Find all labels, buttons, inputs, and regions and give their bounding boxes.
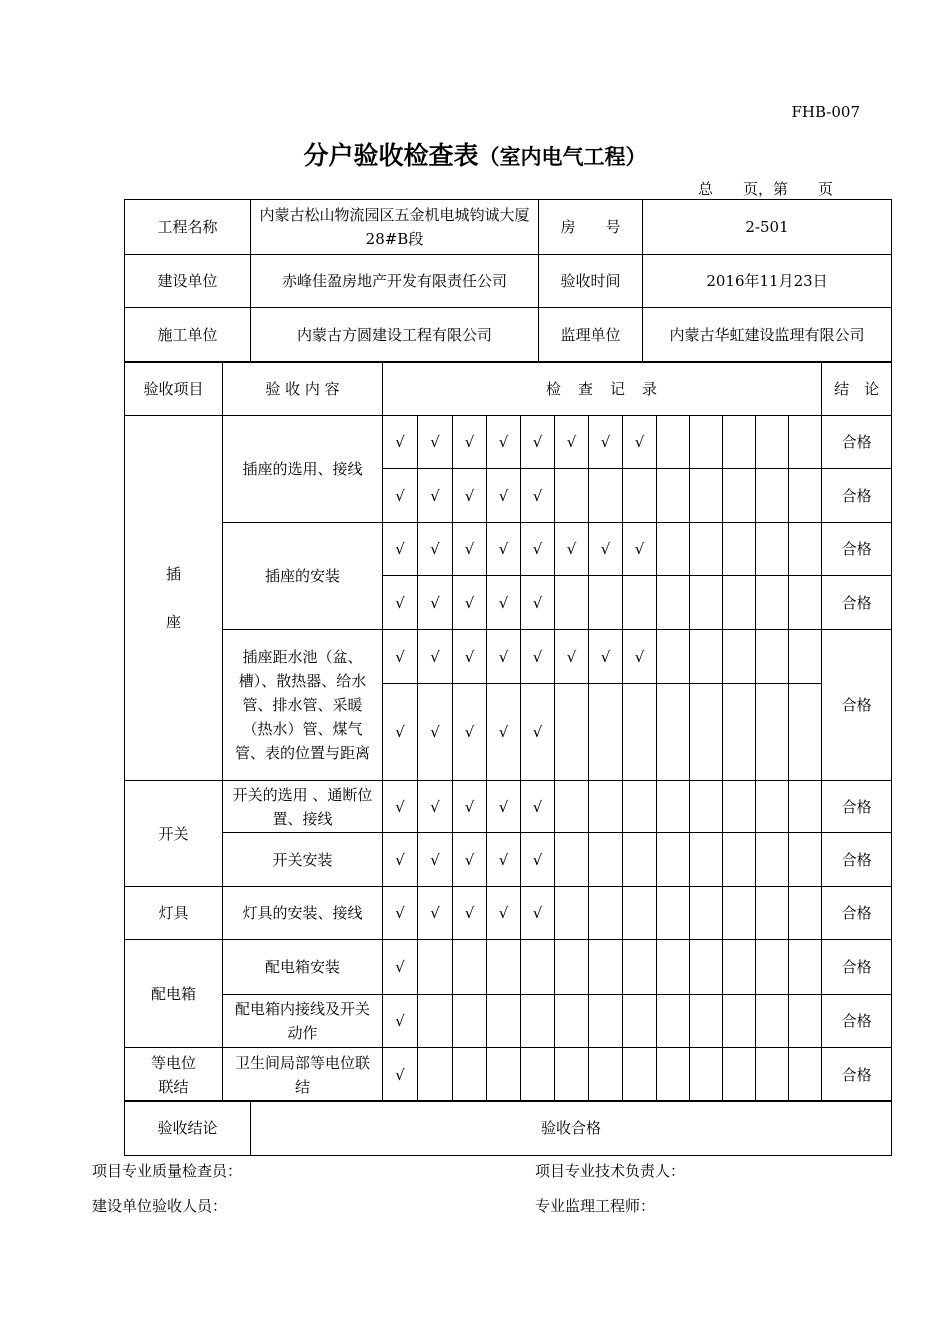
check-cell xyxy=(723,523,756,576)
check-mark: √ xyxy=(430,723,440,741)
check-cell xyxy=(589,416,623,469)
check-cell xyxy=(521,523,555,576)
check-cell xyxy=(487,940,521,995)
check-cell xyxy=(789,684,822,781)
check-cell xyxy=(555,781,589,833)
check-cell xyxy=(756,781,789,833)
check-cell xyxy=(657,781,690,833)
result-cell: 合格 xyxy=(822,1048,892,1102)
check-cell xyxy=(453,576,487,630)
check-mark: √ xyxy=(430,593,440,612)
check-mark: √ xyxy=(430,904,440,922)
header-result: 结 论 xyxy=(822,362,892,416)
check-cell xyxy=(453,1048,487,1102)
header-record: 检 查 记 录 xyxy=(383,362,822,416)
project-name-value: 内蒙古松山物流园区五金机电城钧诚大厦28#B段 xyxy=(251,200,539,255)
result-cell: 合格 xyxy=(822,416,892,469)
check-cell xyxy=(756,684,789,781)
check-cell xyxy=(657,523,690,576)
check-mark: √ xyxy=(498,904,509,922)
builder-value: 赤峰佳盈房地产开发有限责任公司 xyxy=(251,255,539,308)
table-row xyxy=(125,630,892,684)
check-mark: √ xyxy=(395,647,405,666)
conclusion-label: 验收结论 xyxy=(125,1101,251,1156)
check-cell xyxy=(789,781,822,833)
check-cell xyxy=(789,416,822,469)
time-value: 2016年11月23日 xyxy=(643,255,892,308)
check-cell xyxy=(589,469,623,523)
check-cell xyxy=(756,1048,789,1102)
check-content: 插座的选用、接线 xyxy=(223,416,383,523)
check-mark: √ xyxy=(600,540,611,558)
check-cell xyxy=(418,469,453,523)
check-cell xyxy=(690,887,723,940)
result-cell: 合格 xyxy=(822,630,892,781)
check-cell xyxy=(487,630,521,684)
table-row xyxy=(125,1048,892,1102)
check-mark: √ xyxy=(498,486,509,505)
check-cell xyxy=(756,576,789,630)
check-cell xyxy=(657,833,690,887)
table-row xyxy=(125,887,892,940)
check-mark: √ xyxy=(498,850,509,869)
check-cell xyxy=(690,523,723,576)
table-row xyxy=(125,781,892,833)
check-cell xyxy=(453,416,487,469)
check-cell xyxy=(555,576,589,630)
check-cell xyxy=(723,995,756,1048)
check-cell xyxy=(383,995,418,1048)
check-mark: √ xyxy=(395,1065,405,1084)
check-cell xyxy=(521,1048,555,1102)
check-mark: √ xyxy=(464,486,475,505)
check-cell xyxy=(555,995,589,1048)
check-mark: √ xyxy=(430,433,440,451)
result-cell: 合格 xyxy=(822,576,892,630)
check-cell xyxy=(789,576,822,630)
check-cell xyxy=(487,833,521,887)
check-cell xyxy=(418,995,453,1048)
check-cell xyxy=(589,630,623,684)
check-cell xyxy=(690,940,723,995)
info-table xyxy=(124,199,892,363)
check-cell xyxy=(521,833,555,887)
check-mark: √ xyxy=(532,797,543,816)
check-cell xyxy=(589,833,623,887)
check-cell xyxy=(453,995,487,1048)
check-mark: √ xyxy=(430,647,440,666)
document-code: FHB-007 xyxy=(791,103,860,121)
check-content: 开关的选用 、通断位置、接线 xyxy=(223,781,383,833)
check-cell xyxy=(789,1048,822,1102)
check-mark: √ xyxy=(532,486,543,505)
check-cell xyxy=(690,833,723,887)
check-cell xyxy=(789,469,822,523)
check-content: 配电箱内接线及开关动作 xyxy=(223,995,383,1048)
check-cell xyxy=(555,1048,589,1102)
check-mark: √ xyxy=(532,723,543,741)
check-cell xyxy=(487,781,521,833)
header-content: 验 收 内 容 xyxy=(223,362,383,416)
check-cell xyxy=(418,781,453,833)
check-cell xyxy=(521,940,555,995)
header-row xyxy=(125,362,892,416)
page-info: 总 页，第 页 xyxy=(698,180,834,198)
document-title-block xyxy=(0,136,950,172)
check-mark: √ xyxy=(395,486,405,505)
check-cell xyxy=(521,416,555,469)
check-cell xyxy=(657,887,690,940)
check-cell xyxy=(453,684,487,781)
check-cell xyxy=(383,523,418,576)
category-switch: 开关 xyxy=(125,781,223,887)
check-cell xyxy=(723,940,756,995)
check-cell xyxy=(789,630,822,684)
check-mark: √ xyxy=(464,433,475,451)
check-mark: √ xyxy=(498,433,509,451)
check-cell xyxy=(723,416,756,469)
builder-staff-label: 建设单位验收人员： xyxy=(92,1197,228,1215)
check-content: 插座距水池（盆、槽）、散热器、给水管、排水管、采暖（热水）管、煤气管、表的位置与距离 xyxy=(223,630,383,781)
check-cell xyxy=(383,1048,418,1102)
result-cell: 合格 xyxy=(822,781,892,833)
check-cell xyxy=(723,887,756,940)
check-cell xyxy=(589,1048,623,1102)
check-content: 灯具的安装、接线 xyxy=(223,887,383,940)
check-cell xyxy=(555,416,589,469)
check-cell xyxy=(453,523,487,576)
check-cell xyxy=(657,576,690,630)
check-cell xyxy=(487,416,521,469)
table-row xyxy=(125,940,892,995)
check-cell xyxy=(555,523,589,576)
result-cell: 合格 xyxy=(822,887,892,940)
conclusion-value: 验收合格 xyxy=(251,1101,892,1156)
constructor-value: 内蒙古方圆建设工程有限公司 xyxy=(251,308,539,363)
check-cell xyxy=(521,887,555,940)
check-mark: √ xyxy=(464,850,475,869)
check-cell xyxy=(690,781,723,833)
check-cell xyxy=(657,469,690,523)
check-cell xyxy=(555,684,589,781)
check-cell xyxy=(789,995,822,1048)
check-content: 插座的安装 xyxy=(223,523,383,630)
check-mark: √ xyxy=(464,593,475,612)
check-cell xyxy=(589,887,623,940)
check-content: 卫生间局部等电位联结 xyxy=(223,1048,383,1102)
check-cell xyxy=(657,940,690,995)
check-cell xyxy=(418,1048,453,1102)
check-cell xyxy=(453,833,487,887)
check-cell xyxy=(418,684,453,781)
check-cell xyxy=(521,781,555,833)
check-mark: √ xyxy=(532,593,543,612)
check-cell xyxy=(418,887,453,940)
check-mark: √ xyxy=(532,904,543,922)
check-cell xyxy=(756,940,789,995)
check-cell xyxy=(487,469,521,523)
check-mark: √ xyxy=(532,433,543,451)
category-equip: 等电位联结 xyxy=(125,1048,223,1102)
check-cell xyxy=(487,995,521,1048)
check-cell xyxy=(487,576,521,630)
check-cell xyxy=(453,630,487,684)
check-mark: √ xyxy=(464,904,475,922)
category-lamp: 灯具 xyxy=(125,887,223,940)
supervisor-engineer-label: 专业监理工程师： xyxy=(535,1197,656,1215)
check-cell xyxy=(418,630,453,684)
check-mark: √ xyxy=(395,850,405,869)
check-mark: √ xyxy=(464,797,475,816)
check-mark: √ xyxy=(498,593,509,612)
check-cell xyxy=(487,1048,521,1102)
check-cell xyxy=(657,684,690,781)
check-cell xyxy=(555,833,589,887)
check-cell xyxy=(756,416,789,469)
check-cell xyxy=(383,684,418,781)
check-mark: √ xyxy=(395,723,405,741)
check-cell xyxy=(383,887,418,940)
check-mark: √ xyxy=(566,647,577,666)
category-panel: 配电箱 xyxy=(125,940,223,1048)
table-row xyxy=(125,995,892,1048)
check-cell xyxy=(589,684,623,781)
constructor-label: 施工单位 xyxy=(125,308,251,363)
project-name-label: 工程名称 xyxy=(125,200,251,255)
time-label: 验收时间 xyxy=(539,255,643,308)
conclusion-table xyxy=(124,1100,892,1156)
check-mark: √ xyxy=(532,647,543,666)
check-cell xyxy=(657,630,690,684)
result-cell: 合格 xyxy=(822,523,892,576)
check-cell xyxy=(723,469,756,523)
check-mark: √ xyxy=(498,797,509,816)
check-cell xyxy=(589,523,623,576)
check-cell xyxy=(723,1048,756,1102)
check-mark: √ xyxy=(395,958,405,976)
tech-lead-label: 项目专业技术负责人： xyxy=(535,1162,686,1180)
check-cell xyxy=(756,630,789,684)
check-cell xyxy=(723,833,756,887)
check-cell xyxy=(383,833,418,887)
check-cell xyxy=(623,1048,657,1102)
check-mark: √ xyxy=(634,647,645,666)
check-mark: √ xyxy=(532,850,543,869)
check-cell xyxy=(589,995,623,1048)
check-cell xyxy=(623,781,657,833)
check-cell xyxy=(723,781,756,833)
check-cell xyxy=(789,523,822,576)
result-cell: 合格 xyxy=(822,940,892,995)
check-cell xyxy=(487,523,521,576)
check-cell xyxy=(690,1048,723,1102)
check-cell xyxy=(555,630,589,684)
check-mark: √ xyxy=(395,540,405,558)
check-mark: √ xyxy=(430,486,440,505)
check-cell xyxy=(623,940,657,995)
check-mark: √ xyxy=(566,540,577,558)
check-mark: √ xyxy=(430,540,440,558)
check-cell xyxy=(756,887,789,940)
check-cell xyxy=(623,833,657,887)
check-content: 开关安装 xyxy=(223,833,383,887)
check-cell xyxy=(418,523,453,576)
check-cell xyxy=(756,833,789,887)
check-mark: √ xyxy=(600,647,611,666)
check-cell xyxy=(623,523,657,576)
room-label: 房 号 xyxy=(539,200,643,255)
check-cell xyxy=(383,940,418,995)
check-cell xyxy=(657,416,690,469)
check-cell xyxy=(487,684,521,781)
check-cell xyxy=(521,684,555,781)
check-mark: √ xyxy=(532,540,543,558)
check-mark: √ xyxy=(566,433,577,451)
check-cell xyxy=(657,1048,690,1102)
header-item: 验收项目 xyxy=(125,362,223,416)
check-cell xyxy=(383,781,418,833)
check-cell xyxy=(418,833,453,887)
check-cell xyxy=(555,887,589,940)
check-mark: √ xyxy=(464,647,475,666)
check-cell xyxy=(789,833,822,887)
check-cell xyxy=(789,887,822,940)
check-cell xyxy=(453,469,487,523)
check-cell xyxy=(623,469,657,523)
check-mark: √ xyxy=(395,904,405,922)
check-cell xyxy=(723,576,756,630)
check-mark: √ xyxy=(600,433,611,451)
check-cell xyxy=(723,630,756,684)
table-row xyxy=(125,833,892,887)
check-cell xyxy=(690,416,723,469)
check-cell xyxy=(521,469,555,523)
check-cell xyxy=(383,469,418,523)
check-mark: √ xyxy=(395,797,405,816)
check-cell xyxy=(589,781,623,833)
table-row xyxy=(125,416,892,469)
check-cell xyxy=(383,416,418,469)
check-cell xyxy=(453,781,487,833)
check-cell xyxy=(756,995,789,1048)
supervisor-label: 监理单位 xyxy=(539,308,643,363)
room-value: 2-501 xyxy=(643,200,892,255)
document-title: 分户验收检查表 xyxy=(303,141,479,170)
check-cell xyxy=(521,576,555,630)
check-cell xyxy=(756,469,789,523)
check-mark: √ xyxy=(498,723,509,741)
table-row xyxy=(125,523,892,576)
check-cell xyxy=(589,576,623,630)
check-cell xyxy=(453,940,487,995)
check-mark: √ xyxy=(498,647,509,666)
check-cell xyxy=(418,416,453,469)
check-cell xyxy=(521,630,555,684)
check-cell xyxy=(690,995,723,1048)
check-cell xyxy=(623,887,657,940)
builder-label: 建设单位 xyxy=(125,255,251,308)
check-cell xyxy=(789,940,822,995)
check-cell xyxy=(690,630,723,684)
supervisor-value: 内蒙古华虹建设监理有限公司 xyxy=(643,308,892,363)
check-cell xyxy=(723,684,756,781)
check-cell xyxy=(383,576,418,630)
check-cell xyxy=(383,630,418,684)
result-cell: 合格 xyxy=(822,995,892,1048)
quality-inspector-label: 项目专业质量检查员： xyxy=(92,1162,243,1180)
check-cell xyxy=(657,995,690,1048)
check-cell xyxy=(453,887,487,940)
inspection-table xyxy=(124,361,892,1102)
document-subtitle: （室内电气工程） xyxy=(478,144,647,169)
check-mark: √ xyxy=(395,593,405,612)
check-cell xyxy=(555,940,589,995)
check-mark: √ xyxy=(430,850,440,869)
result-cell: 合格 xyxy=(822,469,892,523)
check-mark: √ xyxy=(634,433,645,451)
check-cell xyxy=(487,887,521,940)
check-mark: √ xyxy=(395,433,405,451)
check-cell xyxy=(623,995,657,1048)
check-cell xyxy=(623,684,657,781)
check-mark: √ xyxy=(430,797,440,816)
check-cell xyxy=(521,995,555,1048)
check-cell xyxy=(690,684,723,781)
check-cell xyxy=(418,940,453,995)
check-cell xyxy=(756,523,789,576)
check-mark: √ xyxy=(498,540,509,558)
check-cell xyxy=(690,576,723,630)
category-socket: 插 座 xyxy=(125,416,223,781)
check-cell xyxy=(589,940,623,995)
check-content: 配电箱安装 xyxy=(223,940,383,995)
check-cell xyxy=(690,469,723,523)
check-cell xyxy=(623,576,657,630)
check-mark: √ xyxy=(464,723,475,741)
check-mark: √ xyxy=(634,540,645,558)
check-cell xyxy=(623,416,657,469)
check-mark: √ xyxy=(395,1012,405,1030)
check-cell xyxy=(555,469,589,523)
check-cell xyxy=(418,576,453,630)
check-cell xyxy=(623,630,657,684)
result-cell: 合格 xyxy=(822,833,892,887)
check-mark: √ xyxy=(464,540,475,558)
